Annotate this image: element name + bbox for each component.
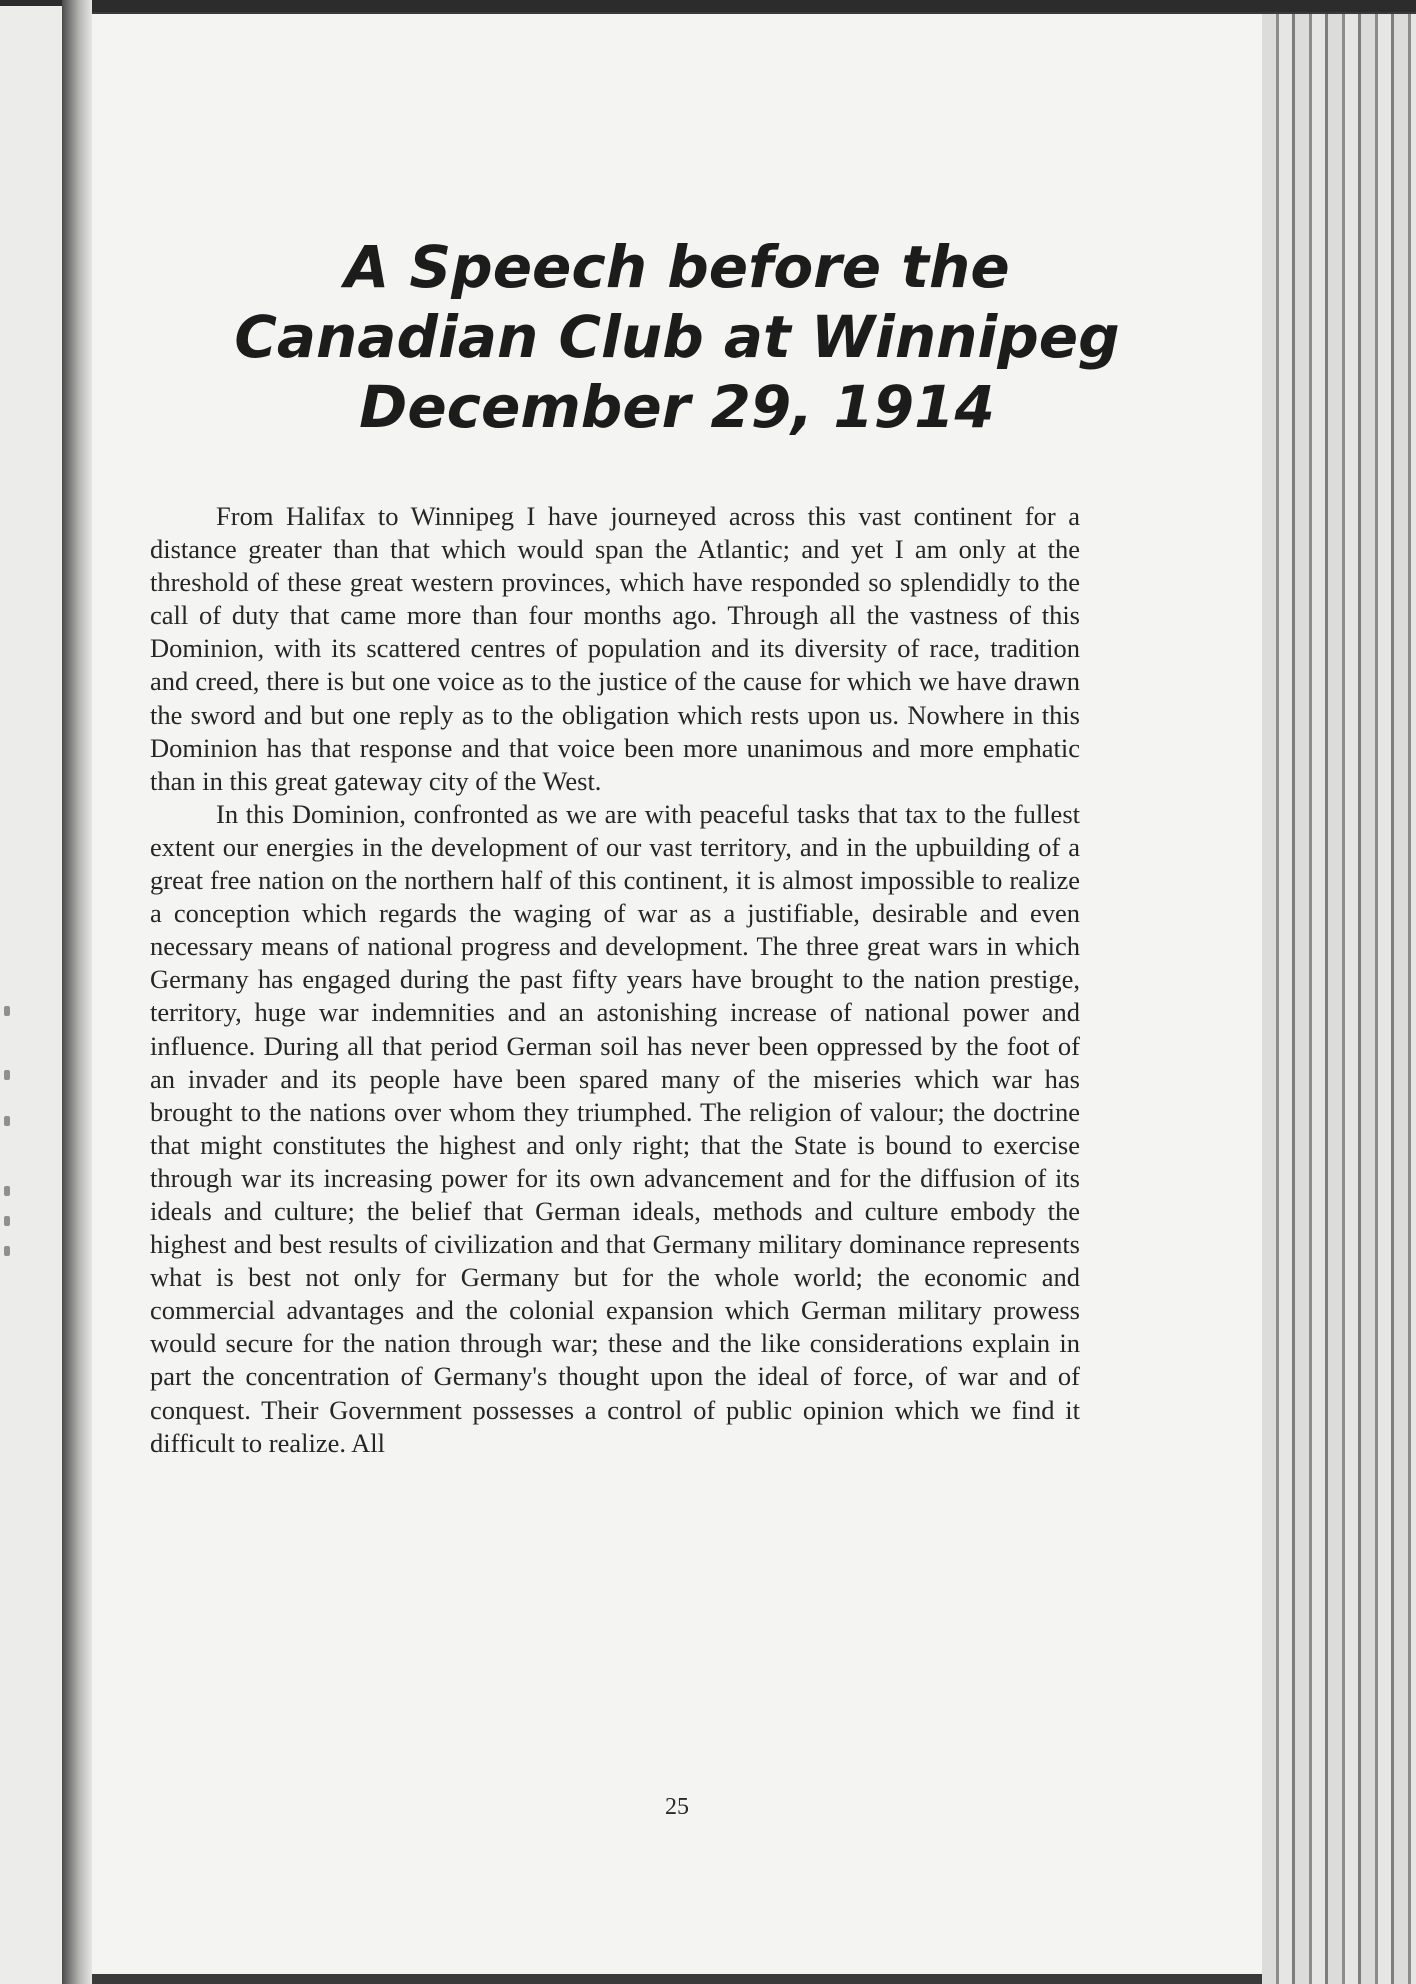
title-line-1: A Speech before the — [344, 233, 1010, 301]
paragraph-1: From Halifax to Winnipeg I have journeyed across this vast continent for a distance greater than that which would span the Atlantic; and yet I am only at the threshold of these great western provinces, which have responded so splendidly to the call of duty that came more than four months ago. Through all the vastness of this Dominion, with its scattered centres of population and its diversity of race, tradition and creed, there is but one voice as to the justice of the cause for which we have drawn the sword and but one reply as to the obligation which rests upon us. Nowhere in this Dominion has that response and that voice been more unanimous and more emphatic than in this great gateway city of the West. — [150, 501, 1080, 796]
ink-bleed-mark — [4, 1246, 10, 1256]
scan-top-edge — [0, 0, 1416, 12]
ink-bleed-mark — [4, 1116, 10, 1126]
library-stamp-mark — [1292, 634, 1402, 1194]
speech-body — [150, 500, 1080, 1460]
page-number: 25 — [665, 1794, 689, 1820]
title-line-3: December 29, 1914 — [359, 373, 995, 441]
title-line-2: Canadian Club at Winnipeg — [234, 303, 1120, 371]
ink-bleed-mark — [4, 1216, 10, 1226]
ink-bleed-mark — [4, 1070, 10, 1080]
speech-title — [92, 232, 1262, 442]
book-gutter-shadow — [62, 0, 92, 1984]
ink-bleed-mark — [4, 1186, 10, 1196]
book-fore-edge — [1262, 14, 1416, 1984]
facing-page-edge — [0, 6, 62, 1984]
paragraph-2: In this Dominion, confronted as we are with peaceful tasks that tax to the fullest extent our energies in the development of our vast territory, and in the upbuilding of a great free nation on the northern half of this continent, it is almost impossible to realize a conception which regards the waging of war as a justifiable, desirable and even necessary means of national progress and development. The three great wars in which Germany has engaged during the past fifty years have brought to the nation prestige, territory, huge war indemnities and an astonishing increase of national power and influence. During all that period German soil has never been oppressed by the foot of an invader and its people have been spared many of the miseries which war has brought to the nations over whom they triumphed. The religion of valour; the doctrine that might constitutes the highest and only right; that the State is bound to exercise through war its increasing power for its own advancement and for the diffusion of its ideals and culture; the belief that German ideals, methods and culture embody the highest and best results of civilization and that Germany military dominance represents what is best not only for Germany but for the whole world; the economic and commercial advantages and the colonial expansion which German military prowess would secure for the nation through war; these and the like considerations explain in part the concentration of Germany's thought upon the ideal of force, of war and of conquest. Their Government possesses a control of public opinion which we find it difficult to realize. All — [150, 798, 1080, 1458]
ink-bleed-mark — [4, 1006, 10, 1016]
